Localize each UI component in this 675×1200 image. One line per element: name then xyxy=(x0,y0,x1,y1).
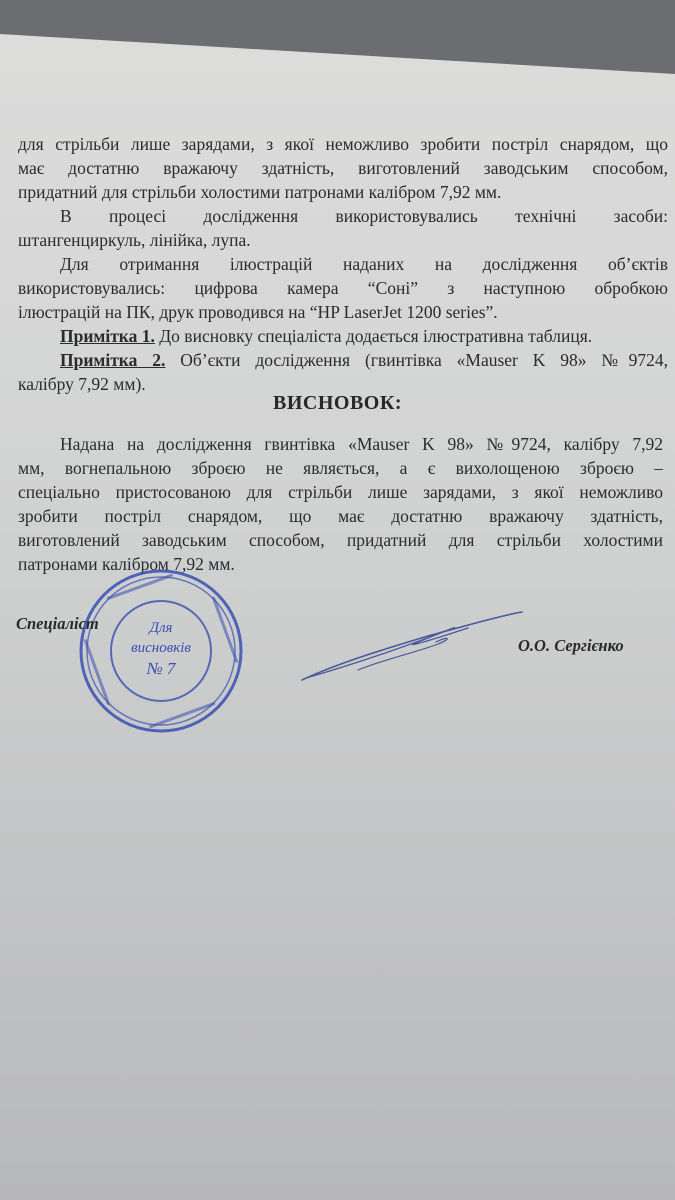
stamp-line-1: Для xyxy=(149,620,173,636)
note-2-label: Примітка 2. xyxy=(60,350,166,370)
note-1 xyxy=(18,324,668,348)
body-line-4: В процесі дослідження використовувались технічні засоби: xyxy=(60,206,668,226)
conclusion-text xyxy=(18,432,663,576)
body-line-6: Для отримання ілюстрацій наданих на дослідження об’єктів xyxy=(60,254,668,274)
note-2 xyxy=(18,348,668,372)
conclusion-line-3: спеціально пристосованою для стрільби лише зарядами, з якої неможливо xyxy=(18,482,663,502)
conclusion-line-4: зробити постріл снарядом, що має достатню вражаючу здатність, xyxy=(18,506,663,526)
signer-role: Спеціаліст xyxy=(16,614,99,633)
note-1-label: Примітка 1. xyxy=(60,326,155,346)
note-2-continuation: калібру 7,92 мм). xyxy=(18,374,146,394)
body-text xyxy=(18,132,668,396)
body-line-8: ілюстрацій на ПК, друк проводився на “HP LaserJet 1200 series”. xyxy=(18,302,498,322)
handwritten-signature xyxy=(298,608,528,688)
conclusion-line-5: виготовлений заводським способом, придатний для стрільби холостими xyxy=(18,530,663,550)
note-1-text: До висновку спеціаліста додається ілюстративна таблиця. xyxy=(154,326,593,346)
stamp-line-2: висновків xyxy=(131,640,191,656)
conclusion-line-6: патронами калібром 7,92 мм. xyxy=(18,554,235,574)
conclusion-line-1: Надана на дослідження гвинтівка «Mauser K 98» №9724, калібру 7,92 xyxy=(60,434,663,454)
conclusion-heading: ВИСНОВОК: xyxy=(272,392,402,414)
body-line-5: штангенциркуль, лінійка, лупа. xyxy=(18,230,251,250)
note-2-text: Об’єкти дослідження (гвинтівка «Mauser K 98» №9724, xyxy=(165,350,668,370)
body-line-7: використовувались: цифрова камера “Соні” з наступною обробкою xyxy=(18,278,668,298)
stamp-line-3: № 7 xyxy=(146,659,176,678)
official-stamp xyxy=(76,566,246,736)
signer-name: О.О. Сергієнко xyxy=(518,636,624,655)
body-line-2: має достатню вражаючу здатність, виготовлений заводським способом, xyxy=(18,158,668,178)
body-line-1: для стрільби лише зарядами, з якої неможливо зробити постріл снарядом, що xyxy=(18,134,668,154)
body-line-3: придатний для стрільби холостими патронами калібром 7,92 мм. xyxy=(18,182,502,202)
conclusion-line-2: мм, вогнепальною зброєю не являється, а є вихолощеною зброєю – xyxy=(18,458,663,478)
